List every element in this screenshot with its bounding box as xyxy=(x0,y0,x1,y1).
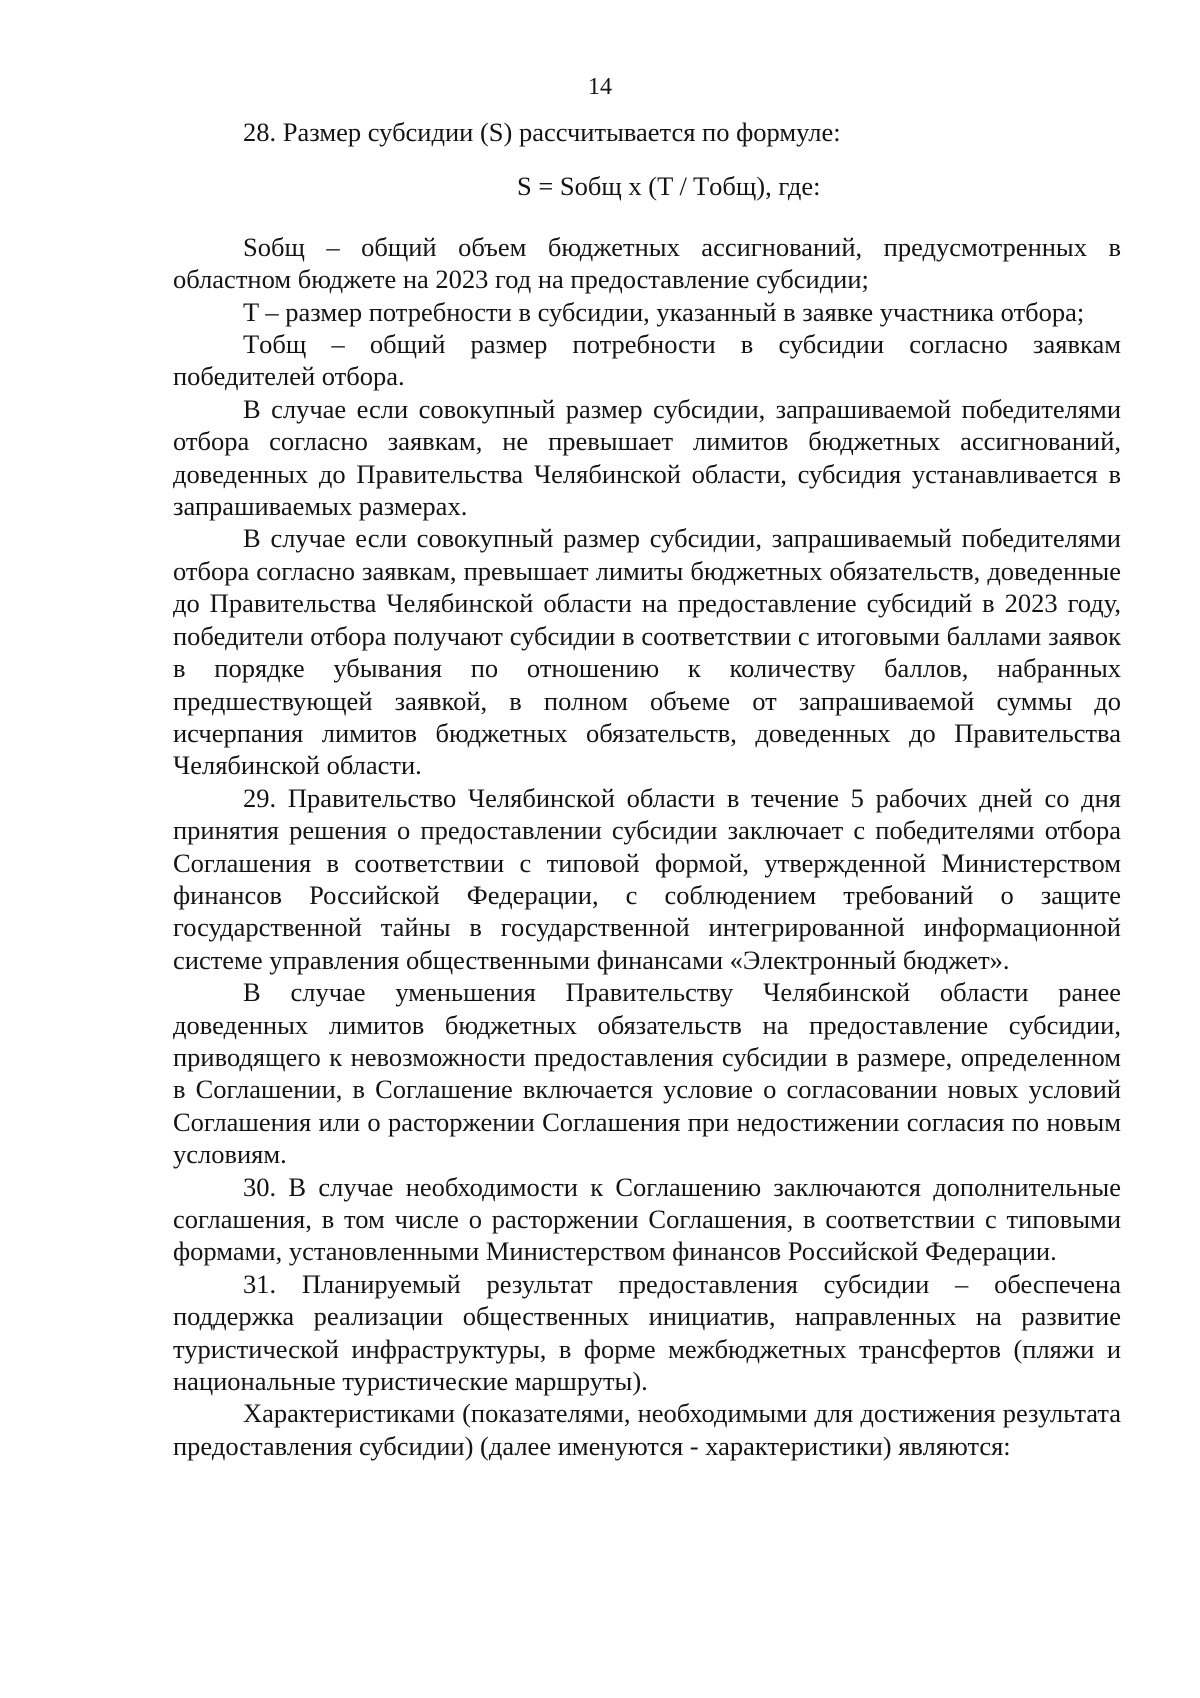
page-number: 14 xyxy=(588,74,612,100)
paragraph-28-intro: 28. Размер субсидии (S) рассчитывается по формуле: xyxy=(243,117,841,147)
subsidy-formula: S = Sобщ x (T / Tобщ), где: xyxy=(517,171,821,202)
paragraph-characteristics: Характеристиками (показателями, необходимыми для достижения результата предоставления субсидии) (далее именуются - характеристики) являются: xyxy=(173,1398,1121,1461)
paragraph-t-definition: T – размер потребности в субсидии, указанный в заявке участника отбора; xyxy=(243,296,1085,327)
paragraph-limits-reduction: В случае уменьшения Правительству Челябинской области ранее доведенных лимитов бюджетных обязательств на предоставление субсидии, приводящего к невозможности предоставления субсидии в размере, определенном в Соглашении, в Соглашение включается условие о согласовании новых условий Соглашения или о расторжении Соглашения при недостижении согласия по новым условиям. xyxy=(173,977,1121,1170)
paragraph-30-supplementary-agreements: 30. В случае необходимости к Соглашению заключаются дополнительные соглашения, в том числе о расторжении Соглашения, в соответствии с типовыми формами, установленными Министерством финансов Российской Федерации. xyxy=(173,1171,1121,1267)
paragraph-s-total-definition: Sобщ – общий объем бюджетных ассигнований, предусмотренных в областном бюджете на 2023 год на предоставление субсидии; xyxy=(173,231,1121,295)
paragraph-31-planned-result: 31. Планируемый результат предоставления субсидии – обеспечена поддержка реализации общественных инициатив, направленных на развитие туристической инфраструктуры, в форме межбюджетных трансфертов (пляжи и национальные туристические маршруты). xyxy=(173,1268,1121,1397)
paragraph-limit-not-exceeded: В случае если совокупный размер субсидии, запрашиваемой победителями отбора согласно заявкам, не превышает лимитов бюджетных ассигнований, доведенных до Правительства Челябинской области, субсидия устанавливается в запрашиваемых размерах. xyxy=(173,393,1121,522)
paragraph-t-total-definition: Tобщ – общий размер потребности в субсидии согласно заявкам победителей отбора. xyxy=(173,329,1121,392)
paragraph-limit-exceeded: В случае если совокупный размер субсидии, запрашиваемый победителями отбора согласно заявкам, превышает лимиты бюджетных обязательств, доведенные до Правительства Челябинской области на предоставление субсидий в 2023 году, победители отбора получают субсидии в соответствии с итоговыми баллами заявок в порядке убывания по отношению к количеству баллов, набранных предшествующей заявкой, в полном объеме от запрашиваемой суммы до исчерпания лимитов бюджетных обязательств, доведенных до Правительства Челябинской области. xyxy=(173,523,1121,781)
document-body xyxy=(173,116,1121,1462)
paragraph-29-agreement: 29. Правительство Челябинской области в течение 5 рабочих дней со дня принятия решения о предоставлении субсидии заключает с победителями отбора Соглашения в соответствии с типовой формой, утвержденной Министерством финансов Российской Федерации, с соблюдением требований о защите государственной тайны в государственной интегрированной информационной системе управления общественными финансами «Электронный бюджет». xyxy=(173,782,1121,975)
